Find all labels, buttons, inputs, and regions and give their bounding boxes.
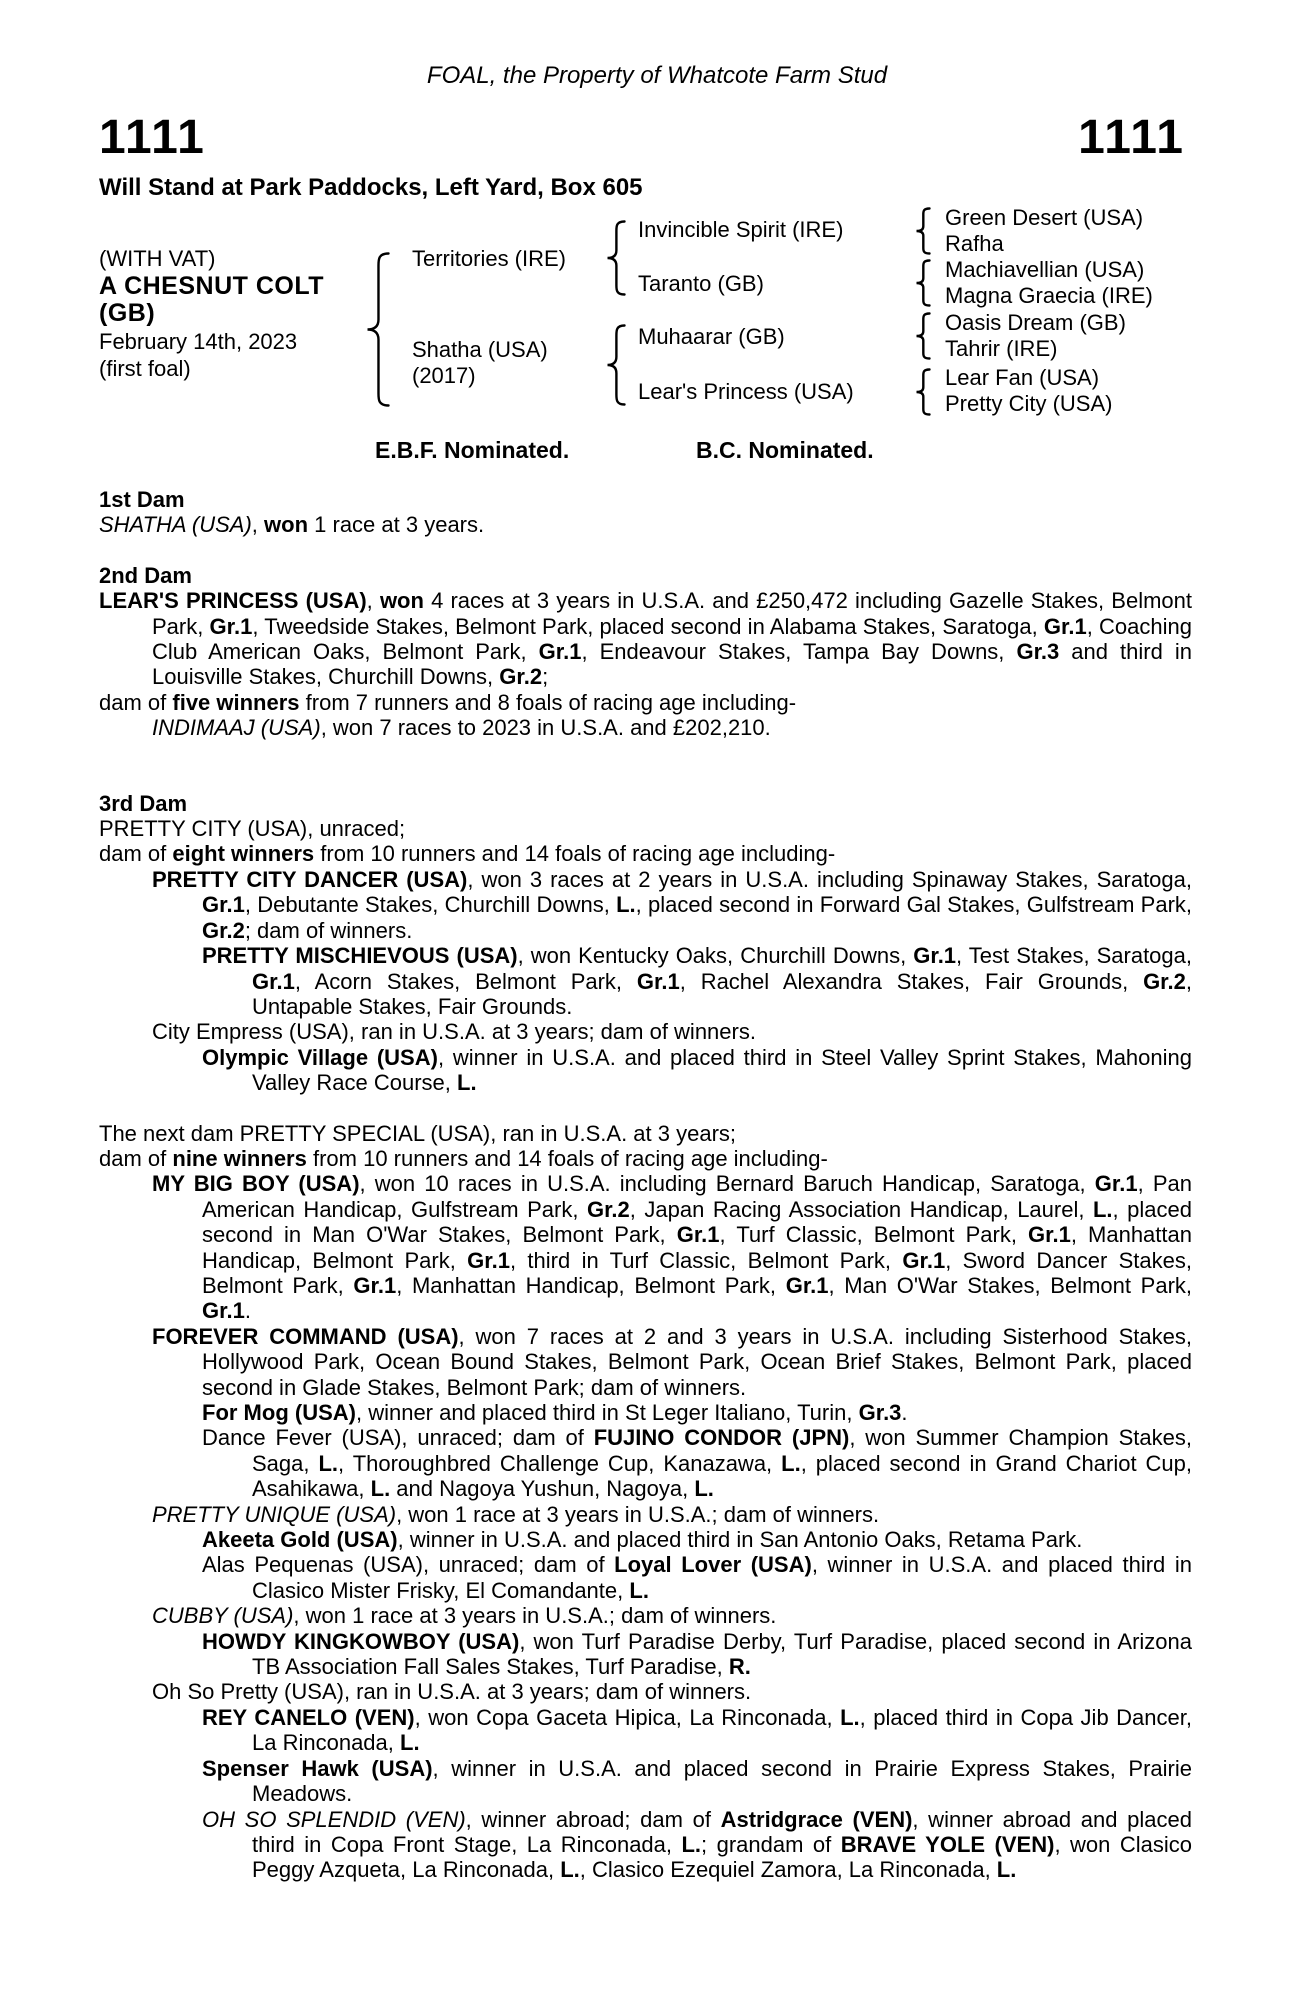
text-run: , Debutante Stakes, Churchill Downs, (244, 892, 617, 918)
text-run: , winner in U.S.A. and placed third in Clasico Mister Frisky, El Comandante, (252, 1552, 1193, 1603)
text-run: , winner abroad and placed third in Copa Front Stage, La Rinconada, (252, 1806, 1192, 1857)
emphasized-text: L. (318, 1450, 339, 1476)
pedigree-paragraph (99, 690, 1192, 715)
emphasized-text: Gr.1 (1043, 613, 1087, 639)
text-run: from 10 runners and 14 foals of racing age including- (314, 841, 836, 867)
pedigree-paragraph (99, 867, 1192, 943)
section-heading: 3rd Dam (99, 790, 188, 816)
emphasized-text: Gr.1 (202, 1298, 245, 1324)
emphasized-text: R. (728, 1654, 751, 1680)
text-run: . (901, 1400, 908, 1425)
text-run: , winner and placed third in St Leger Italiano, Turin, (355, 1400, 859, 1425)
text-run: , won Kentucky Oaks, Churchill Downs, (517, 943, 914, 969)
text-run: dam of (99, 1145, 173, 1171)
emphasized-text: Olympic Village (USA) (202, 1044, 438, 1070)
pedigree-paragraph (99, 1019, 1192, 1044)
text-run: , won 10 races in U.S.A. including Bernard Baruch Handicap, Saratoga, (359, 1171, 1095, 1197)
text-run: , Clasico Ezequiel Zamora, La Rinconada, (579, 1857, 997, 1883)
subject-foal-date: February 14th, 2023 (99, 328, 298, 354)
emphasized-text: Gr.1 (202, 892, 245, 918)
stand-location: Will Stand at Park Paddocks, Left Yard, Box 605 (99, 174, 643, 201)
text-run: , placed second in Grand Chariot Cup, Asahikawa, (252, 1450, 1192, 1502)
text-run: , placed second in Man O'War Stakes, Belmont Park, (202, 1196, 1192, 1248)
subject-name: A CHESNUT COLT (99, 271, 325, 300)
text-run: , winner in U.S.A. and placed third in San Antonio Oaks, Retama Park. (397, 1527, 1083, 1553)
great-grandparent-name: Lear Fan (USA) (945, 365, 1100, 390)
great-grandparents-pair-1 (945, 205, 1143, 257)
pedigree-paragraph (99, 588, 1192, 690)
text-run: , placed second in Forward Gal Stakes, Gulfstream Park, (635, 892, 1193, 918)
text-run: , winner abroad; dam of (465, 1806, 721, 1832)
great-grandparents-pair-2 (945, 257, 1153, 309)
text-run: , Turf Classic, Belmont Park, (719, 1222, 1029, 1248)
emphasized-text: Akeeta Gold (USA) (202, 1527, 398, 1553)
emphasized-text: L. (694, 1476, 714, 1502)
pedigree-paragraph (99, 1705, 1192, 1756)
text-run: The next dam PRETTY SPECIAL (USA), ran in U.S.A. at 3 years; (99, 1120, 737, 1146)
dam-dam-name: Lear's Princess (USA) (638, 379, 854, 404)
great-grandparents-pair-4 (945, 365, 1112, 417)
text-run: , won 1 race at 3 years in U.S.A.; dam of winners. (396, 1501, 880, 1527)
great-grandparents-pair-3 (945, 310, 1126, 362)
great-grandparent-name: Rafha (945, 231, 1004, 256)
emphasized-text: Gr.3 (1016, 639, 1060, 665)
emphasized-text: Gr.1 (676, 1222, 720, 1248)
emphasized-text: Gr.1 (467, 1247, 510, 1273)
section-heading: 2nd Dam (99, 562, 192, 588)
great-grandparent-name: Magna Graecia (IRE) (945, 283, 1153, 308)
text-run: from 7 runners and 8 foals of racing age including- (299, 689, 797, 715)
text-run: , won Turf Paradise Derby, Turf Paradise, placed second in Arizona TB Association Fall Sales Stakes, Turf Paradise, (252, 1628, 1192, 1680)
text-run: , won Summer Champion Stakes, Saga, (252, 1425, 1192, 1476)
dam-section (99, 791, 1192, 1096)
text-run: ; grandam of (701, 1831, 841, 1857)
pedigree-paragraph (99, 1502, 1192, 1527)
emphasized-text: L. (370, 1476, 391, 1502)
text-run: , Endeavour Stakes, Tampa Bay Downs, (581, 639, 1017, 665)
emphasized-text: L. (457, 1070, 477, 1096)
great-grandparent-name: Pretty City (USA) (945, 391, 1113, 416)
subject-foal-note: (first foal) (99, 356, 191, 381)
sire-dam-name: Taranto (GB) (638, 271, 764, 296)
pedigree-paragraph (99, 1603, 1192, 1628)
sire-name: Territories (IRE) (412, 246, 567, 271)
text-run: , Manhattan Handicap, Belmont Park, (396, 1272, 786, 1298)
text-run: from 10 runners and 14 foals of racing age including- (306, 1145, 828, 1171)
emphasized-text: Gr.1 (902, 1247, 946, 1273)
sire-sire-name: Invincible Spirit (IRE) (638, 217, 844, 242)
dam-brace-icon (606, 324, 626, 412)
text-run: , Thoroughbred Challenge Cup, Kanazawa, (338, 1450, 782, 1476)
pedigree-paragraph (99, 1756, 1192, 1807)
pedigree-paragraph (99, 1045, 1192, 1096)
emphasized-text: LEAR'S PRINCESS (USA) (99, 588, 367, 614)
granddam1-brace-icon (915, 259, 931, 313)
text-run: , (251, 512, 265, 538)
text-run: , Tweedside Stakes, Belmont Park, placed second in Alabama Stakes, Saratoga, (252, 613, 1044, 639)
text-run: and Nagoya Yushun, Nagoya, (390, 1476, 695, 1502)
pedigree-paragraph (99, 1552, 1192, 1603)
subject-country: (GB) (99, 299, 156, 327)
emphasized-text: SHATHA (USA) (99, 512, 252, 538)
emphasized-text: MY BIG BOY (USA) (152, 1171, 360, 1197)
bc-nomination: B.C. Nominated. (696, 437, 874, 463)
emphasized-text: PRETTY MISCHIEVOUS (USA) (202, 943, 518, 969)
pedigree-paragraph (99, 1807, 1192, 1883)
pedigree-paragraph (99, 1400, 1192, 1425)
text-run: City Empress (USA), ran in U.S.A. at 3 years; dam of winners. (152, 1019, 756, 1045)
emphasized-text: PRETTY CITY DANCER (USA) (152, 866, 468, 892)
emphasized-text: won (379, 588, 424, 614)
emphasized-text: Gr.1 (353, 1272, 397, 1298)
great-grandparent-name: Green Desert (USA) (945, 205, 1144, 230)
pedigree-paragraph (99, 1629, 1192, 1680)
emphasized-text: Gr.1 (1028, 1222, 1071, 1248)
page-title: FOAL, the Property of Whatcote Farm Stud (426, 62, 888, 89)
text-run: , Untapable Stakes, Fair Grounds. (252, 968, 1192, 1019)
emphasized-text: L. (840, 1704, 860, 1730)
pedigree-paragraph (99, 1146, 1192, 1171)
emphasized-text: Gr.2 (586, 1196, 630, 1222)
pedigree-paragraph (99, 715, 1192, 740)
pedigree-paragraph (99, 1425, 1192, 1501)
pedigree-text (99, 487, 1192, 1883)
text-run: , won 7 races to 2023 in U.S.A. and £202,210. (320, 715, 771, 741)
text-run: , winner in U.S.A. and placed third in Steel Valley Sprint Stakes, Mahoning Valley Race Course, (252, 1044, 1192, 1096)
emphasized-text: Gr.1 (785, 1272, 829, 1298)
emphasized-text: Gr.1 (1094, 1171, 1138, 1197)
emphasized-text: HOWDY KINGKOWBOY (USA) (202, 1628, 520, 1654)
text-run: , (366, 588, 380, 614)
text-run: , Japan Racing Association Handicap, Laurel, (629, 1196, 1093, 1222)
emphasized-text: PRETTY UNIQUE (USA) (152, 1501, 397, 1527)
emphasized-text: Gr.2 (202, 917, 245, 943)
dam-sire-name: Muhaarar (GB) (638, 324, 785, 349)
emphasized-text: Loyal Lover (USA) (614, 1552, 812, 1578)
lot-number-right: 1111 (1078, 111, 1185, 164)
emphasized-text: Gr.2 (1143, 968, 1186, 994)
text-run: . (244, 1298, 251, 1324)
text-run: ; dam of winners. (244, 917, 413, 943)
text-run: 1 race at 3 years. (308, 512, 485, 538)
subject-block (99, 245, 324, 383)
emphasized-text: Gr.1 (636, 968, 680, 994)
emphasized-text: Gr.1 (913, 943, 957, 969)
emphasized-text: five winners (172, 689, 300, 715)
dam-name: Shatha (USA) (412, 337, 548, 362)
section-heading: 1st Dam (99, 487, 185, 512)
great-grandparent-name: Machiavellian (USA) (945, 257, 1145, 282)
emphasized-text: L. (560, 1857, 580, 1883)
pedigree-paragraph (99, 1679, 1192, 1704)
pedigree-paragraph (99, 512, 1192, 537)
ebf-nomination: E.B.F. Nominated. (375, 437, 570, 463)
emphasized-text: L. (629, 1577, 649, 1603)
text-run: dam of (99, 841, 173, 867)
text-run: , won 3 races at 2 years in U.S.A. including Spinaway Stakes, Saratoga, (467, 866, 1192, 892)
emphasized-text: OH SO SPLENDID (VEN) (202, 1806, 466, 1832)
text-run: , winner in U.S.A. and placed second in Prairie Express Stakes, Prairie Meadows. (252, 1755, 1192, 1807)
emphasized-text: L. (400, 1730, 420, 1756)
emphasized-text: For Mog (USA) (202, 1400, 356, 1425)
lot-number-left: 1111 (99, 111, 206, 164)
emphasized-text: REY CANELO (VEN) (202, 1704, 415, 1730)
generation1-brace-icon (366, 252, 390, 413)
emphasized-text: L. (996, 1857, 1017, 1883)
emphasized-text: L. (1092, 1196, 1113, 1222)
emphasized-text: INDIMAAJ (USA) (152, 715, 321, 741)
text-run: , Sword Dancer Stakes, Belmont Park, (202, 1247, 1192, 1298)
text-run: , Man O'War Stakes, Belmont Park, (828, 1272, 1193, 1298)
dam-block (412, 337, 548, 389)
pedigree-paragraph (99, 816, 1192, 841)
dam-section (99, 487, 1192, 538)
emphasized-text: Gr.2 (499, 664, 543, 690)
emphasized-text: nine winners (172, 1145, 307, 1171)
text-run: PRETTY CITY (USA), unraced; (99, 816, 406, 842)
dam-section (99, 563, 1192, 741)
emphasized-text: BRAVE YOLE (VEN) (840, 1831, 1055, 1857)
text-run: ; (542, 664, 549, 690)
text-run: , third in Turf Classic, Belmont Park, (509, 1247, 903, 1273)
text-run: , Rachel Alexandra Stakes, Fair Grounds, (679, 968, 1144, 994)
grandsire1-brace-icon (915, 207, 931, 261)
emphasized-text: L. (781, 1450, 801, 1476)
text-run: 4 races at 3 years in U.S.A. and £250,472 including Gazelle Stakes, Belmont Park, (152, 588, 1192, 639)
emphasized-text: CUBBY (USA) (152, 1603, 294, 1629)
pedigree-paragraph (99, 1171, 1192, 1323)
text-run: and third in Louisville Stakes, Churchill Downs, (152, 639, 1192, 690)
dam-year: (2017) (412, 363, 476, 388)
great-grandparent-name: Tahrir (IRE) (945, 336, 1058, 361)
text-run: , won Copa Gaceta Hipica, La Rinconada, (414, 1704, 841, 1730)
emphasized-text: Gr.1 (252, 968, 295, 994)
text-run: , placed third in Copa Jib Dancer, La Rinconada, (252, 1704, 1192, 1756)
text-run: , won 7 races at 2 and 3 years in U.S.A. including Sisterhood Stakes, Hollywood Park, Ocean Bound Stakes, Belmont Park, Ocean Brief Stakes, Belmont Park, placed second in Glade Stakes, Belmont Park; dam of winners. (202, 1323, 1192, 1400)
emphasized-text: FOREVER COMMAND (USA) (152, 1323, 459, 1349)
pedigree-chart (0, 200, 1314, 440)
text-run: , won 1 race at 3 years in U.S.A.; dam of winners. (293, 1603, 777, 1629)
text-run: Dance Fever (USA), unraced; dam of (202, 1425, 594, 1451)
emphasized-text: Gr.3 (858, 1400, 902, 1425)
vat-note: (WITH VAT) (99, 246, 216, 271)
emphasized-text: won (264, 512, 309, 538)
text-run: Alas Pequenas (USA), unraced; dam of (202, 1552, 615, 1578)
pedigree-paragraph (99, 1324, 1192, 1400)
dam-section (99, 1121, 1192, 1883)
pedigree-paragraph (99, 1527, 1192, 1552)
emphasized-text: Gr.1 (538, 639, 582, 665)
emphasized-text: Gr.1 (209, 613, 253, 639)
grandsire2-brace-icon (915, 312, 931, 366)
sire-brace-icon (606, 220, 626, 302)
emphasized-text: eight winners (172, 841, 315, 867)
text-run: , Coaching Club American Oaks, Belmont Park, (152, 613, 1192, 665)
emphasized-text: L. (681, 1831, 702, 1857)
granddam2-brace-icon (915, 368, 931, 422)
text-run: , Test Stakes, Saratoga, (956, 943, 1193, 969)
great-grandparent-name: Oasis Dream (GB) (945, 310, 1126, 335)
text-run: , won Clasico Peggy Azqueta, La Rinconada, (252, 1831, 1192, 1883)
pedigree-paragraph (99, 841, 1192, 866)
emphasized-text: Astridgrace (VEN) (720, 1806, 913, 1832)
emphasized-text: FUJINO CONDOR (JPN) (593, 1425, 850, 1451)
emphasized-text: L. (616, 892, 636, 918)
pedigree-paragraph (99, 943, 1192, 1019)
text-run: , Manhattan Handicap, Belmont Park, (202, 1222, 1192, 1273)
text-run: , Pan American Handicap, Gulfstream Park, (202, 1171, 1192, 1222)
text-run: , Acorn Stakes, Belmont Park, (294, 968, 637, 994)
text-run: Oh So Pretty (USA), ran in U.S.A. at 3 years; dam of winners. (152, 1679, 752, 1705)
text-run: dam of (99, 689, 173, 715)
emphasized-text: Spenser Hawk (USA) (202, 1755, 433, 1781)
pedigree-paragraph (99, 1121, 1192, 1146)
